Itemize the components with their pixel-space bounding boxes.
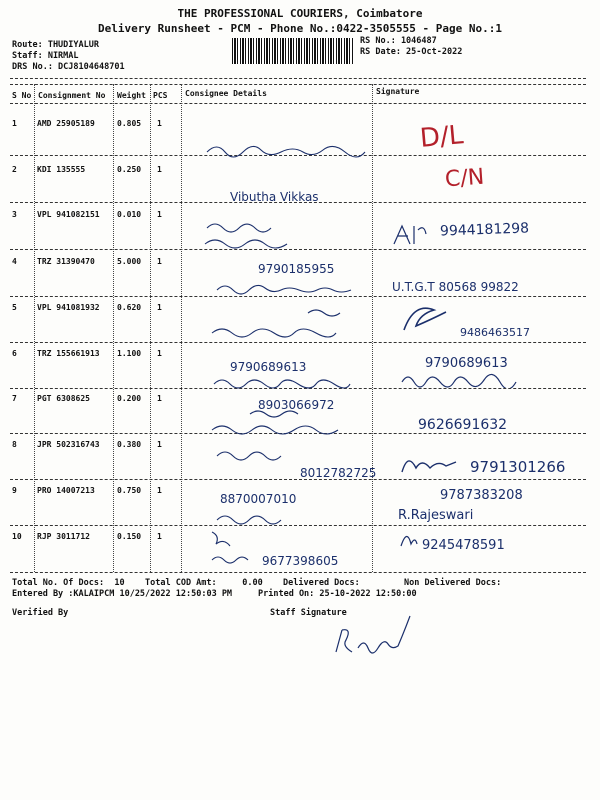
row-consignment: TRZ 31390470 [37,257,95,266]
row-separator [10,572,586,573]
row-pcs: 1 [157,440,162,449]
row-pcs: 1 [157,257,162,266]
row-consignment: PRO 14007213 [37,486,95,495]
row-sno: 4 [12,257,17,266]
entered-by: Entered By :KALAIPCM 10/25/2022 12:50:03 PM [12,589,233,599]
header-rule-top [10,78,586,79]
row-weight: 0.380 [117,440,142,449]
row-weight: 0.150 [117,532,142,541]
r7-consignee-phone: 8903066972 [258,398,335,412]
col-consignment: Consignment No [38,91,106,100]
row-weight: 0.200 [117,394,142,403]
total-cod: Total COD Amt: 0.00 [145,578,263,588]
delivered-docs: Delivered Docs: [283,578,360,588]
row-sno: 2 [12,165,17,174]
r2-consignee: Vibutha Vikkas [230,190,319,204]
non-delivered-docs: Non Delivered Docs: [404,578,502,588]
staff-label: Staff: NIRMAL [12,51,79,61]
r10-consignee-phone: 9677398605 [262,554,339,568]
row-consignment: PGT 6308625 [37,394,90,403]
cn-mark: C/N [444,164,486,193]
col-weight: Weight [117,91,146,100]
header-rule-2 [10,84,586,85]
row-pcs: 1 [157,165,162,174]
r9-sig-phone: 9787383208 [440,488,523,503]
row-sno: 5 [12,303,17,312]
r4-consignee-phone: 9790185955 [258,262,335,276]
row-separator [10,525,586,526]
row-weight: 0.010 [117,210,142,219]
runsheet-subtitle: Delivery Runsheet - PCM - Phone No.:0422-3505555 - Page No.:1 [98,22,502,35]
row-consignment: KDI 135555 [37,165,86,174]
drs-number: DRS No.: DCJ8104648701 [12,62,125,72]
staff-signature-label: Staff Signature [270,608,347,618]
row-sno: 8 [12,440,17,449]
row-pcs: 1 [157,486,162,495]
verified-by: Verified By [12,608,69,618]
row-sno: 7 [12,394,17,403]
row-sno: 10 [12,532,22,541]
scribble-r8 [215,446,295,462]
row-pcs: 1 [157,394,162,403]
col-divider [113,84,114,572]
scribble-r5 [208,305,378,341]
signature-r10 [398,528,420,552]
company-title: THE PROFESSIONAL COURIERS, Coimbatore [177,7,423,20]
r4-sig: U.T.G.T 80568 99822 [392,280,519,294]
row-weight: 0.750 [117,486,142,495]
col-pcs: PCS [153,91,168,100]
r8-sig-phone: 9791301266 [470,458,566,476]
row-sno: 1 [12,119,17,128]
scribble-r10-mark [208,528,238,552]
scribble-r1 [205,140,375,158]
printed-on: Printed On: 25-10-2022 12:50:00 [258,589,417,599]
row-weight: 0.805 [117,119,142,128]
staff-signature [330,612,440,660]
scribble-r6 [212,374,372,390]
row-weight: 1.100 [117,349,142,358]
scribble-r7 [210,408,370,436]
row-weight: 0.620 [117,303,142,312]
col-divider [34,84,35,572]
row-pcs: 1 [157,210,162,219]
row-pcs: 1 [157,349,162,358]
row-consignment: VPL 941081932 [37,303,100,312]
row-sno: 9 [12,486,17,495]
r7-sig-phone: 9626691632 [418,417,508,433]
col-consignee: Consignee Details [185,89,267,98]
row-sno: 6 [12,349,17,358]
row-sno: 3 [12,210,17,219]
scribble-r3 [203,218,333,252]
row-consignment: VPL 941082151 [37,210,100,219]
row-consignment: TRZ 155661913 [37,349,100,358]
col-divider [150,84,151,572]
total-docs: Total No. Of Docs: 10 [12,578,125,588]
row-consignment: RJP 3011712 [37,532,90,541]
r9-consignee-phone: 8870007010 [220,492,297,506]
r6-sig-phone: 9790689613 [425,356,508,371]
row-pcs: 1 [157,303,162,312]
row-weight: 5.000 [117,257,142,266]
signature-r8 [398,452,460,478]
row-pcs: 1 [157,532,162,541]
r5-sig-phone: 9486463517 [460,326,530,339]
signature-r6 [398,370,533,388]
signature-r3 [390,222,430,248]
scribble-r4 [215,280,365,296]
header-rule-bottom [10,103,586,104]
r10-sig-phone: 9245478591 [422,538,505,553]
row-weight: 0.250 [117,165,142,174]
col-signature: Signature [376,87,420,96]
col-divider [181,84,182,572]
col-sno: S No [12,91,32,100]
scribble-r9 [215,510,295,526]
row-pcs: 1 [157,119,162,128]
row-consignment: JPR 502316743 [37,440,100,449]
row-consignment: AMD 25905189 [37,119,95,128]
r9-sig-name: R.Rajeswari [398,508,474,523]
barcode-image [232,38,354,64]
r3-sig-phone: 9944181298 [439,220,530,240]
dl-mark: D/L [418,120,465,154]
row-separator [10,479,586,480]
rs-number: RS No.: 1046487 [360,36,437,46]
row-separator [10,296,586,297]
signature-r5 [400,300,460,336]
row-separator [10,342,586,343]
r8-consignee-phone: 8012782725 [300,466,377,480]
route-label: Route: THUDIYALUR [12,40,99,50]
rs-date: RS Date: 25-Oct-2022 [360,47,463,57]
r6-consignee-phone: 9790689613 [230,360,307,374]
scribble-r10 [210,552,250,566]
